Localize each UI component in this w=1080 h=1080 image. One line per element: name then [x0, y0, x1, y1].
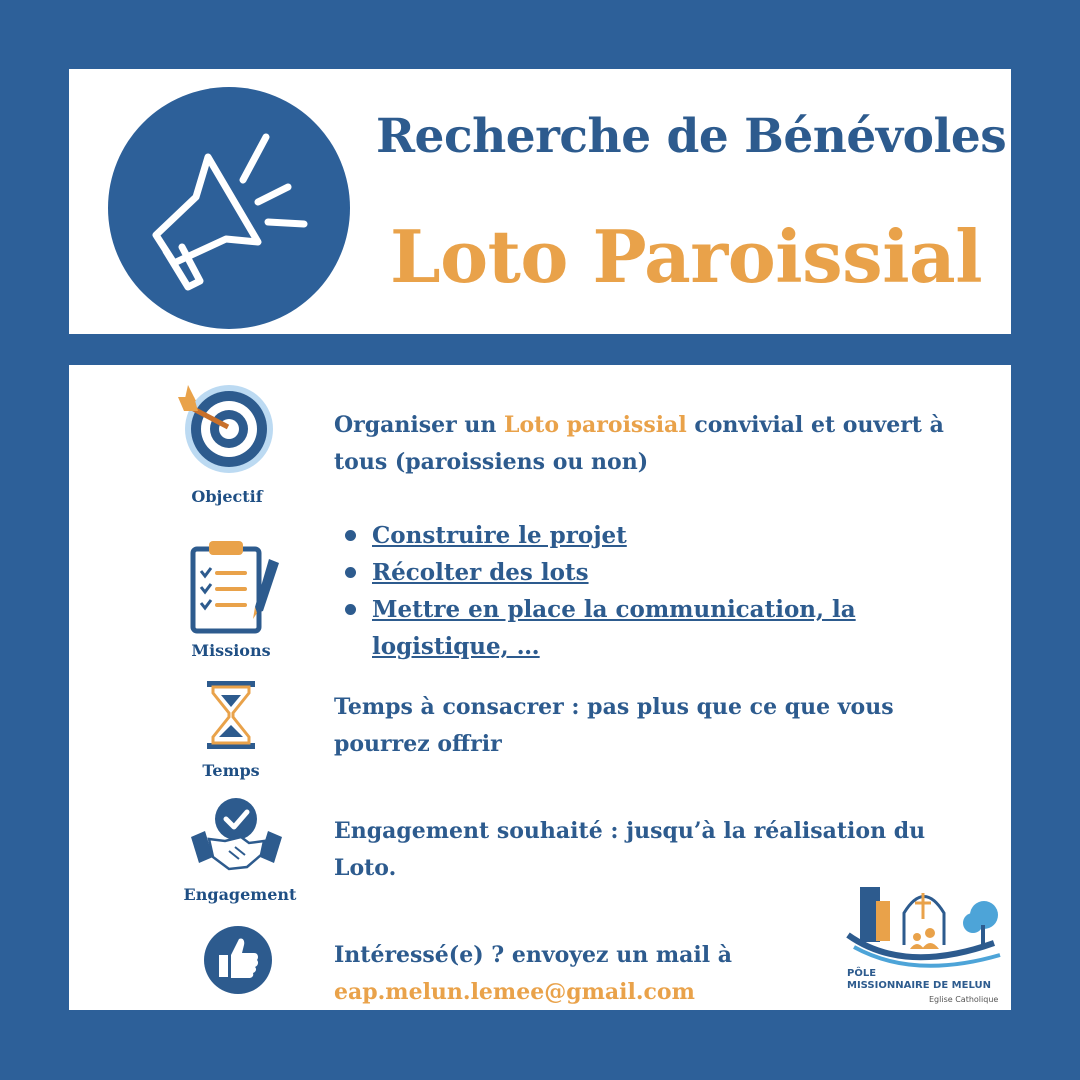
- handshake-icon: [189, 797, 284, 881]
- temps-text: Temps à consacrer : pas plus que ce que vous pourrez offrir: [334, 694, 894, 757]
- logo-text: [847, 968, 991, 992]
- header-panel: [69, 69, 1011, 334]
- engagement-text: Engagement souhaité : jusqu’à la réalisation du Loto.: [334, 818, 926, 881]
- title-loto: Loto Paroissial: [389, 214, 983, 299]
- logo-subtitle: Eglise Catholique: [929, 995, 999, 1004]
- objectif-text: [334, 407, 974, 481]
- objectif-label: Objectif: [191, 487, 263, 506]
- content-panel: [69, 365, 1011, 1010]
- logo-line2: MISSIONNAIRE DE MELUN: [847, 980, 991, 991]
- mission-item: Récolter des lots: [372, 554, 932, 591]
- thumbs-up-icon: [203, 925, 273, 999]
- clipboard-icon: [187, 539, 287, 639]
- target-icon: [174, 383, 274, 479]
- objectif-text-accent: Loto paroissial: [504, 412, 687, 438]
- megaphone-icon: [108, 87, 350, 329]
- hourglass-icon: [205, 679, 257, 755]
- objectif-text-after: convivial et ouvert à tous (paroissiens ou non): [334, 412, 944, 475]
- megaphone-badge: [108, 87, 350, 329]
- title-recherche: Recherche de Bénévoles: [376, 109, 1007, 164]
- objectif-text-before: Organiser un: [334, 412, 505, 438]
- engagement-label: Engagement: [183, 885, 297, 904]
- contact-email[interactable]: eap.melun.lemee@gmail.com: [334, 979, 695, 1005]
- temps-label: Temps: [202, 761, 260, 780]
- missions-label: Missions: [191, 641, 271, 660]
- missions-list: [334, 517, 932, 665]
- mission-item: Mettre en place la communication, la logistique, …: [372, 591, 932, 665]
- contact-line: Intéressé(e) ? envoyez un mail à: [334, 942, 733, 968]
- mission-item: Construire le projet: [372, 517, 932, 554]
- logo-line1: PÔLE: [847, 968, 877, 979]
